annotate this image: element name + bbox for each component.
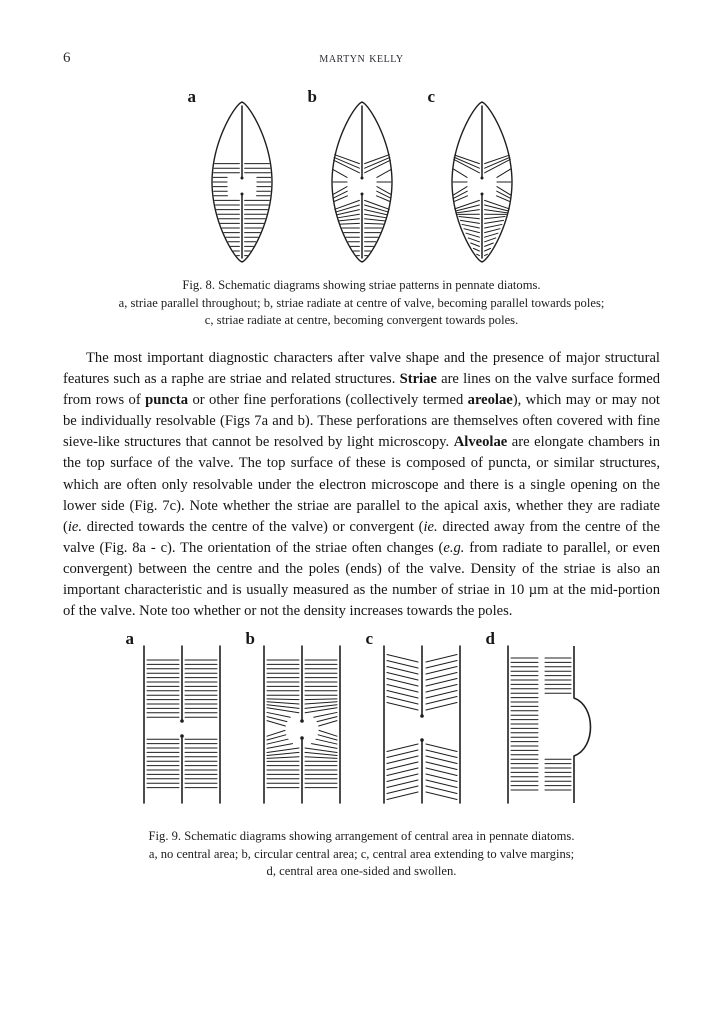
body-text-run: are elongate chambers in the top surface of the valve. The top surface of these is composed of puncta, or similar structures, which are often only resolvable under the electron microscope and there is a single opening on the lower side (Fig. 7c). Note whether the striae are parallel to the apical axis, whether they are radiate ( — [63, 434, 661, 535]
running-head — [63, 48, 660, 68]
figure-8-panel-b — [302, 82, 422, 267]
body-text-run: areolae — [467, 392, 513, 409]
body-text-run: ie. — [67, 518, 83, 535]
body-text-run: ie. — [423, 518, 438, 535]
central-area-none — [122, 628, 242, 818]
caption-line: a, striae parallel throughout; b, striae radiate at centre of valve, becoming parallel towards poles; — [118, 295, 605, 310]
body-text-run: directed away from the centre of the valve (Fig. 8a - c). The orientation of the striae often changes ( — [63, 518, 660, 556]
running-head-title: martyn kelly — [319, 50, 404, 66]
diatom-valve-parallel-striae — [182, 82, 302, 267]
body-text — [63, 348, 660, 622]
figure-9-caption — [63, 828, 660, 881]
figure-9-panel-a — [122, 628, 242, 818]
panel-label: d — [485, 629, 495, 648]
body-text-run: e.g. — [443, 539, 465, 556]
panel-label: b — [245, 629, 255, 648]
body-text-run: Alveolae — [453, 434, 508, 451]
figure-8-panel-a — [182, 82, 302, 267]
figure-8-panels — [63, 82, 660, 267]
diatom-valve-radiate-parallel-striae — [302, 82, 422, 267]
body-text-run: puncta — [145, 392, 189, 409]
central-area-to-margins — [362, 628, 482, 818]
figure-9-panel-d — [482, 628, 602, 818]
figure-8-caption — [63, 277, 660, 330]
caption-line: c, striae radiate at centre, becoming convergent towards poles. — [204, 313, 519, 327]
panel-label: a — [125, 629, 134, 648]
panel-label: c — [365, 629, 374, 648]
panel-label: c — [427, 87, 436, 106]
body-paragraph — [63, 348, 660, 622]
caption-line: d, central area one-sided and swollen. — [266, 864, 457, 878]
panel-label: b — [307, 87, 317, 106]
body-text-run: from radiate to parallel, or even convergent) between the centre and the poles (ends) of the valve. Density of the striae is also an important characteristic and is usually measured as the number of striae in 10 µm at the mid-portion of the valve. Note too whether or not the density increases towards the poles. — [63, 539, 660, 620]
central-area-circular — [242, 628, 362, 818]
body-text-run: The most important diagnostic characters after valve shape and the presence of major structural features such as a raphe are striae and related structures. — [63, 350, 660, 388]
caption-line: Fig. 8. Schematic diagrams showing striae patterns in pennate diatoms. — [182, 278, 541, 292]
figure-9-panel-b — [242, 628, 362, 818]
figure-9-panel-c — [362, 628, 482, 818]
diatom-valve-radiate-convergent-striae — [422, 82, 542, 267]
body-text-run: directed towards the centre of the valve) or convergent ( — [82, 518, 424, 535]
figure-9-panels — [63, 628, 660, 818]
caption-line: Fig. 9. Schematic diagrams showing arrangement of central area in pennate diatoms. — [148, 829, 575, 843]
caption-line: a, no central area; b, circular central area; c, central area extending to valve margins; — [148, 846, 575, 861]
body-text-run: Striae — [399, 371, 437, 388]
figure-9 — [63, 628, 660, 881]
central-area-one-sided-swollen — [482, 628, 602, 818]
body-text-run: ), which may or may not be individually resolvable (Figs 7a and b). These perforations are themselves often covered with fine sieve-like structures that cannot be resolved by light microscopy. — [63, 392, 660, 451]
body-text-run: are lines on the valve surface formed from rows of — [63, 371, 660, 409]
figure-8 — [63, 82, 660, 330]
figure-8-panel-c — [422, 82, 542, 267]
body-text-run: or other fine perforations (collectively termed — [188, 392, 468, 409]
panel-label: a — [187, 87, 196, 106]
page-number: 6 — [63, 50, 71, 66]
